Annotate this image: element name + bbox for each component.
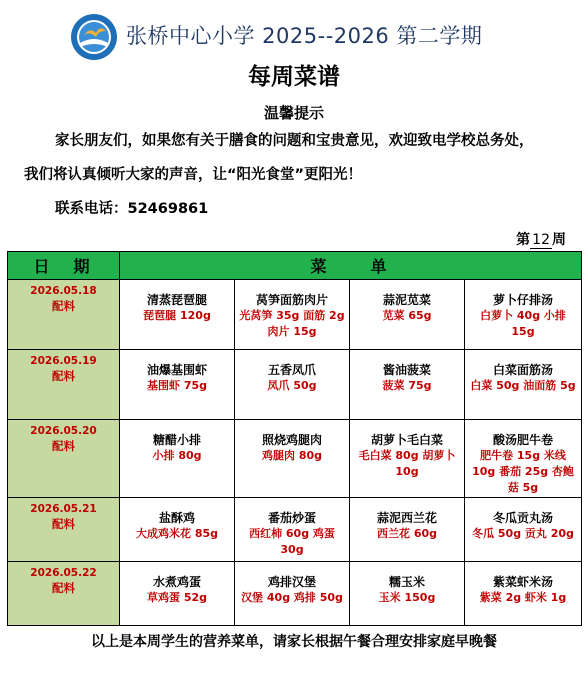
- date-cell: [8, 562, 120, 626]
- dish-cell: [465, 350, 582, 420]
- dish-cell: [465, 420, 582, 498]
- table-row: [8, 562, 582, 626]
- dish-ingredients: 鸡腿肉 80g: [261, 449, 322, 462]
- ingredients-label: 配料: [52, 517, 75, 531]
- dish-cell: [120, 280, 235, 350]
- header-menu: 菜 单: [120, 252, 582, 280]
- dish-name: 紫菜虾米汤: [493, 575, 554, 589]
- date-value: 2026.05.18: [30, 285, 97, 297]
- dish-ingredients: 西兰花 60g: [376, 527, 437, 540]
- dish-name: 萝卜仔排汤: [493, 293, 554, 307]
- dish-cell: [120, 498, 235, 562]
- dish-cell: [120, 420, 235, 498]
- dish-name: 冬瓜贡丸汤: [493, 511, 554, 525]
- dish-name: 蒜泥苋菜: [382, 293, 431, 307]
- page-title: 每周菜谱: [248, 64, 340, 90]
- week-prefix: 第: [516, 232, 531, 248]
- header-date: 日 期: [8, 252, 120, 280]
- dish-ingredients: 基围虾 75g: [146, 379, 207, 392]
- dish-ingredients: 肥牛卷 15g 米线 10g 番茄 25g 杏鲍菇 5g: [472, 449, 574, 494]
- menu-body: [8, 280, 582, 626]
- week-indicator: [516, 229, 566, 249]
- school-title: 张桥中心小学 2025--2026 第二学期: [126, 24, 483, 48]
- dish-ingredients: 白菜 50g 油面筋 5g: [470, 379, 576, 392]
- school-logo-icon: [70, 13, 118, 61]
- dish-cell: [465, 498, 582, 562]
- table-row: [8, 280, 582, 350]
- dish-cell: [235, 350, 350, 420]
- table-row: [8, 420, 582, 498]
- table-header-row: [8, 252, 582, 280]
- dish-name: 蒜泥西兰花: [376, 511, 437, 525]
- dish-ingredients: 白萝卜 40g 小排 15g: [480, 309, 566, 338]
- ingredients-label: 配料: [52, 369, 75, 383]
- dish-name: 盐酥鸡: [158, 511, 195, 525]
- dish-cell: [350, 498, 465, 562]
- notice-heading: 温馨提示: [263, 104, 324, 122]
- dish-name: 白菜面筋汤: [493, 363, 554, 377]
- notice-line-1: 家长朋友们，如果您有关于膳食的问题和宝贵意见，欢迎致电学校总务处，: [55, 133, 534, 149]
- notice-line-2: 我们将认真倾听大家的声音，让“阳光食堂”更阳光！: [24, 167, 363, 183]
- ingredients-label: 配料: [52, 581, 75, 595]
- dish-ingredients: 凤爪 50g: [267, 379, 317, 392]
- footer-note: 以上是本周学生的营养菜单，请家长根据午餐合理安排家庭早晚餐: [91, 634, 497, 650]
- page-header: [0, 0, 588, 60]
- date-cell: [8, 498, 120, 562]
- dish-name: 胡萝卜毛白菜: [370, 433, 443, 447]
- dish-ingredients: 紫菜 2g 虾米 1g: [479, 591, 567, 604]
- contact-label: 联系电话：: [55, 201, 128, 217]
- dish-name: 油爆基围虾: [146, 363, 207, 377]
- dish-cell: [235, 420, 350, 498]
- contact-phone: 52469861: [127, 201, 209, 217]
- dish-cell: [350, 280, 465, 350]
- dish-ingredients: 菠菜 75g: [382, 379, 432, 392]
- date-value: 2026.05.21: [30, 503, 97, 515]
- ingredients-label: 配料: [52, 299, 75, 313]
- dish-name: 鸡排汉堡: [267, 575, 316, 589]
- date-cell: [8, 280, 120, 350]
- dish-name: 糖醋小排: [152, 433, 201, 447]
- dish-ingredients: 毛白菜 80g 胡萝卜 10g: [358, 449, 456, 478]
- dish-cell: [120, 350, 235, 420]
- date-value: 2026.05.19: [30, 355, 97, 367]
- dish-name: 番茄炒蛋: [267, 511, 316, 525]
- dish-cell: [120, 562, 235, 626]
- dish-cell: [235, 562, 350, 626]
- date-cell: [8, 420, 120, 498]
- dish-ingredients: 西红柿 60g 鸡蛋 30g: [249, 527, 335, 556]
- date-cell: [8, 350, 120, 420]
- dish-cell: [235, 498, 350, 562]
- dish-cell: [350, 350, 465, 420]
- dish-name: 五香凤爪: [267, 363, 316, 377]
- dish-name: 糯玉米: [388, 575, 425, 589]
- dish-cell: [235, 280, 350, 350]
- dish-ingredients: 光莴笋 35g 面筋 2g 肉片 15g: [239, 309, 345, 338]
- dish-ingredients: 大成鸡米花 85g: [135, 527, 218, 540]
- contact-info: [55, 197, 208, 218]
- week-suffix: 周: [552, 232, 566, 248]
- dish-ingredients: 玉米 150g: [378, 591, 436, 604]
- menu-table: [7, 251, 582, 626]
- date-value: 2026.05.20: [30, 425, 97, 437]
- table-row: [8, 498, 582, 562]
- table-row: [8, 350, 582, 420]
- dish-name: 酱油菠菜: [382, 363, 431, 377]
- dish-name: 莴笋面筋肉片: [255, 293, 328, 307]
- dish-ingredients: 苋菜 65g: [382, 309, 432, 322]
- dish-name: 照烧鸡腿肉: [261, 433, 322, 447]
- dish-cell: [465, 562, 582, 626]
- dish-ingredients: 草鸡蛋 52g: [146, 591, 207, 604]
- week-number: 12: [532, 232, 550, 248]
- ingredients-label: 配料: [52, 439, 75, 453]
- dish-name: 水煮鸡蛋: [152, 575, 201, 589]
- dish-cell: [350, 562, 465, 626]
- dish-cell: [465, 280, 582, 350]
- dish-name: 酸汤肥牛卷: [493, 433, 554, 447]
- date-value: 2026.05.22: [30, 567, 97, 579]
- dish-ingredients: 琵琶腿 120g: [143, 309, 211, 322]
- dish-name: 清蒸琵琶腿: [146, 293, 207, 307]
- dish-ingredients: 冬瓜 50g 贡丸 20g: [472, 527, 574, 540]
- dish-ingredients: 汉堡 40g 鸡排 50g: [241, 591, 343, 604]
- dish-ingredients: 小排 80g: [152, 449, 202, 462]
- dish-cell: [350, 420, 465, 498]
